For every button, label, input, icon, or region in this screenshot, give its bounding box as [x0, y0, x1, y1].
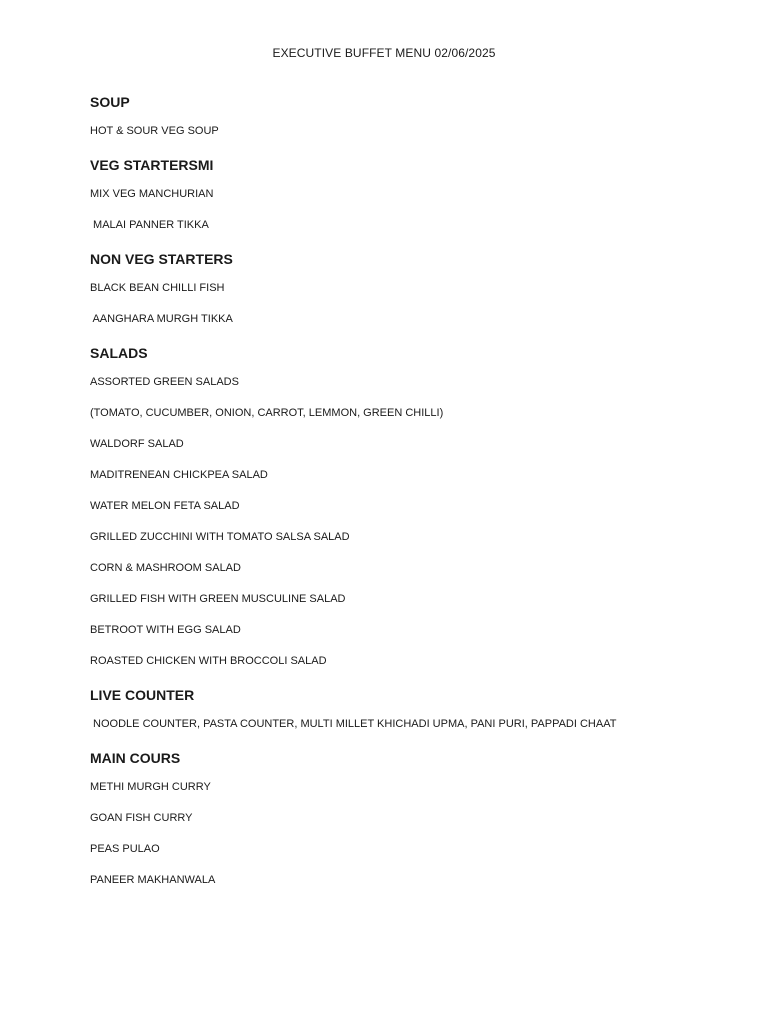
- menu-item: GRILLED FISH WITH GREEN MUSCULINE SALAD: [90, 593, 346, 605]
- section-heading: VEG STARTERSMI: [90, 157, 214, 173]
- menu-item: BLACK BEAN CHILLI FISH: [90, 282, 225, 294]
- section-main-course: [90, 748, 730, 887]
- menu-item: GOAN FISH CURRY: [90, 812, 193, 824]
- menu-item: ROASTED CHICKEN WITH BROCCOLI SALAD: [90, 655, 327, 667]
- menu-item: WALDORF SALAD: [90, 438, 184, 450]
- menu-item: MALAI PANNER TIKKA: [90, 219, 209, 231]
- menu-item: PANEER MAKHANWALA: [90, 874, 216, 886]
- section-heading: NON VEG STARTERS: [90, 251, 233, 267]
- menu-item: CORN & MASHROOM SALAD: [90, 562, 241, 574]
- menu-title: EXECUTIVE BUFFET MENU 02/06/2025: [272, 46, 496, 60]
- menu-item: MIX VEG MANCHURIAN: [90, 188, 214, 200]
- menu-item: (TOMATO, CUCUMBER, ONION, CARROT, LEMMON, GREEN CHILLI): [90, 407, 444, 419]
- section-veg-starters: [90, 155, 730, 232]
- menu-item: WATER MELON FETA SALAD: [90, 500, 240, 512]
- section-non-veg-starters: [90, 249, 730, 326]
- section-soup: [90, 92, 730, 138]
- menu-item: NOODLE COUNTER, PASTA COUNTER, MULTI MILLET KHICHADI UPMA, PANI PURI, PAPPADI CHAAT: [90, 718, 617, 730]
- menu-item: AANGHARA MURGH TIKKA: [90, 313, 233, 325]
- section-salads: [90, 343, 730, 668]
- menu-item: HOT & SOUR VEG SOUP: [90, 125, 219, 137]
- section-live-counter: [90, 685, 730, 731]
- menu-item: PEAS PULAO: [90, 843, 160, 855]
- menu-item: METHI MURGH CURRY: [90, 781, 211, 793]
- section-heading: SALADS: [90, 345, 148, 361]
- menu-body: [90, 92, 730, 904]
- menu-item: BETROOT WITH EGG SALAD: [90, 624, 241, 636]
- menu-item: GRILLED ZUCCHINI WITH TOMATO SALSA SALAD: [90, 531, 350, 543]
- menu-item: MADITRENEAN CHICKPEA SALAD: [90, 469, 268, 481]
- menu-item: ASSORTED GREEN SALADS: [90, 376, 239, 388]
- section-heading: MAIN COURS: [90, 750, 181, 766]
- section-heading: LIVE COUNTER: [90, 687, 195, 703]
- section-heading: SOUP: [90, 94, 130, 110]
